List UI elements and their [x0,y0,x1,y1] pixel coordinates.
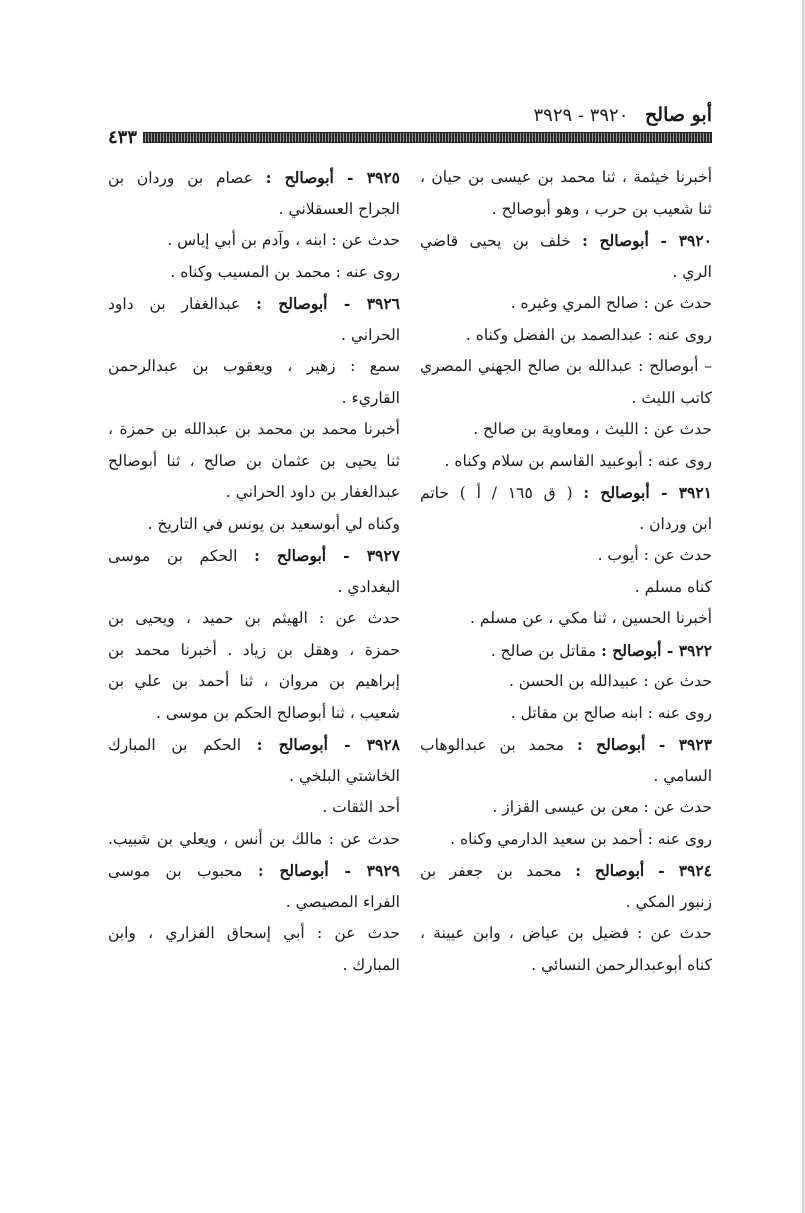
text-line [420,257,712,289]
line-text: محمد بن جعفر بن [420,862,576,880]
line-text: زنبور المكي . [625,892,712,911]
entry-heading-line [108,540,400,572]
line-text: إبراهيم بن مروان ، ثنا أحمد بن علي بن [108,672,400,690]
text-line [420,824,712,856]
text-line [108,477,400,509]
line-text: روى عنه : أحمد بن سعيد الدارمي وكناه . [450,829,712,848]
line-text: حدث عن : فضيل بن عياض ، وابن عيينة ، [420,924,712,942]
text-line [420,288,712,320]
line-text: ابن وردان . [639,514,712,533]
text-line [108,414,400,446]
page-header [108,100,712,150]
text-line [108,792,400,824]
line-text: وكناه لي أبوسعيد بن يونس في التاريخ . [147,514,400,533]
text-line [108,257,400,289]
line-text: الحراني . [341,325,400,344]
text-line [108,225,400,257]
line-text: محبوب بن موسى [108,862,258,880]
text-line [420,320,712,352]
entry-heading-line [420,729,712,761]
entry-number-label: ٣٩٢٢ - أبوصالح : [601,640,712,660]
line-text: كناه مسلم . [634,577,712,596]
text-line [108,509,400,541]
line-text: حدث عن : معن بن عيسى القزاز . [492,798,712,816]
entry-heading-line [420,635,712,667]
page-number: ٤٣٣ [108,126,138,148]
text-line [108,603,400,635]
entry-number-label: ٣٩٢٣ - أبوصالح : [577,735,712,754]
right-text-column [420,162,712,981]
line-text: البغدادي . [337,577,400,596]
text-line [420,918,712,950]
text-line [420,887,712,919]
line-text: القاريء . [341,388,400,407]
text-line [108,320,400,352]
line-text: روى عنه : ابنه صالح بن مقاتل . [510,703,712,722]
entry-number-label: ٣٩٢١ - أبوصالح : [583,483,712,502]
running-head-title: أبو صالح [645,104,712,126]
entry-number-label: ٣٩٢٩ - أبوصالح : [257,861,400,880]
text-line [108,194,400,226]
entry-number-label: ٣٩٢٤ - أبوصالح : [575,861,712,880]
entry-heading-line [420,855,712,887]
line-text: ( ق ١٦٥ / أ ) حاتم [420,484,584,502]
line-text: مقاتل بن صالح . [490,641,602,660]
header-rule [108,126,712,148]
line-text: عصام بن وردان بن [108,169,266,187]
line-text: أخبرنا خيثمة ، ثنا محمد بن عيسى بن حيان ، [420,168,712,186]
line-text: حدث عن : صالح المري وغيره . [510,294,712,312]
line-text: حدث عن : عبيدالله بن الحسن . [508,672,712,690]
text-line [420,383,712,415]
text-line [108,824,400,856]
entry-number-label: ٣٩٢٧ - أبوصالح : [254,546,400,565]
entry-heading-line [420,477,712,509]
line-text: عبدالغفار بن داود [108,295,257,313]
running-head [534,104,712,126]
line-text: الفراء المصيصي . [285,892,400,911]
line-text: روى عنه : أبوعبيد القاسم بن سلام وكناه . [444,451,712,470]
text-line [108,761,400,793]
text-line [420,698,712,730]
line-text: كاتب الليث . [631,388,712,407]
text-line [420,162,712,194]
line-text: روى عنه : محمد بن المسيب وكناه . [170,262,400,281]
entry-heading-line [108,855,400,887]
line-text: السامي . [653,766,712,785]
hatched-rule [143,132,712,143]
text-line [420,950,712,982]
text-line [420,603,712,635]
line-text: كناه أبوعبدالرحمن النسائي . [531,955,712,974]
line-text: المبارك . [342,955,400,974]
line-text: أخبرنا الحسين ، ثنا مكي ، عن مسلم . [470,609,712,627]
line-text: حدث عن : الليث ، ومعاوية بن صالح . [473,420,712,438]
entry-number-label: ٣٩٢٠ - أبوصالح : [582,231,712,250]
line-text: روى عنه : عبدالصمد بن الفضل وكناه . [465,325,712,344]
text-line [108,446,400,478]
text-line [420,446,712,478]
line-text: حمزة ، وهقل بن زياد . أخبرنا محمد بن [108,640,400,659]
text-line [108,383,400,415]
text-line [420,194,712,226]
text-line [108,666,400,698]
text-line [420,414,712,446]
text-line [420,666,712,698]
line-text: الخاشتي البلخي . [289,766,400,785]
line-text: حدث عن : أيوب . [597,546,712,564]
text-line [420,351,712,383]
text-line [108,351,400,383]
entry-heading-line [108,729,400,761]
text-line [108,698,400,730]
line-text: أخبرنا محمد بن محمد بن عبدالله بن حمزة ، [108,420,400,438]
text-line [420,761,712,793]
line-text: شعيب ، ثنا أبوصالح الحكم بن موسى . [156,703,400,722]
text-line [108,635,400,667]
line-text: عبدالغفار بن داود الحراني . [225,483,400,501]
text-line [108,918,400,950]
line-text: – أبوصالح : عبدالله بن صالح الجهني المصري [420,357,712,375]
text-line [108,887,400,919]
line-text: ثنا شعيب بن حرب ، وهو أبوصالح . [491,199,712,218]
line-text: حدث عن : أبي إسحاق الفزاري ، وابن [108,924,400,942]
text-line [420,792,712,824]
text-line [420,509,712,541]
entry-heading-line [108,288,400,320]
line-text: خلف بن يحيى قاضي [420,232,583,250]
line-text: سمع : زهير ، ويعقوب بن عبدالرحمن [108,357,400,375]
entry-number-label: ٣٩٢٨ - أبوصالح : [256,735,400,754]
entry-heading-line [108,162,400,194]
text-line [420,540,712,572]
line-text: الحكم بن موسى [108,547,255,565]
line-text: أحد الثقات . [322,798,400,816]
text-line [420,572,712,604]
text-line [108,950,400,982]
entry-range: ٣٩٢٠ - ٣٩٢٩ [533,105,629,126]
line-text: الري . [672,262,712,281]
line-text: ثنا يحيى بن عثمان بن صالح ، ثنا أبوصالح [108,451,400,470]
line-text: حدث عن : مالك بن أنس ، ويعلي بن شبيب. [108,829,400,848]
text-line [108,572,400,604]
left-text-column [108,162,400,981]
entry-number-label: ٣٩٢٦ - أبوصالح : [256,294,400,313]
line-text: الحكم بن المبارك [108,736,257,754]
line-text: محمد بن عبدالوهاب [420,736,577,754]
entry-heading-line [420,225,712,257]
line-text: حدث عن : ابنه ، وآدم بن أبي إياس . [167,231,400,249]
line-text: حدث عن : الهيثم بن حميد ، ويحيى بن [108,609,400,627]
line-text: الجراح العسقلاني . [278,199,400,218]
entry-number-label: ٣٩٢٥ - أبوصالح : [265,168,400,187]
